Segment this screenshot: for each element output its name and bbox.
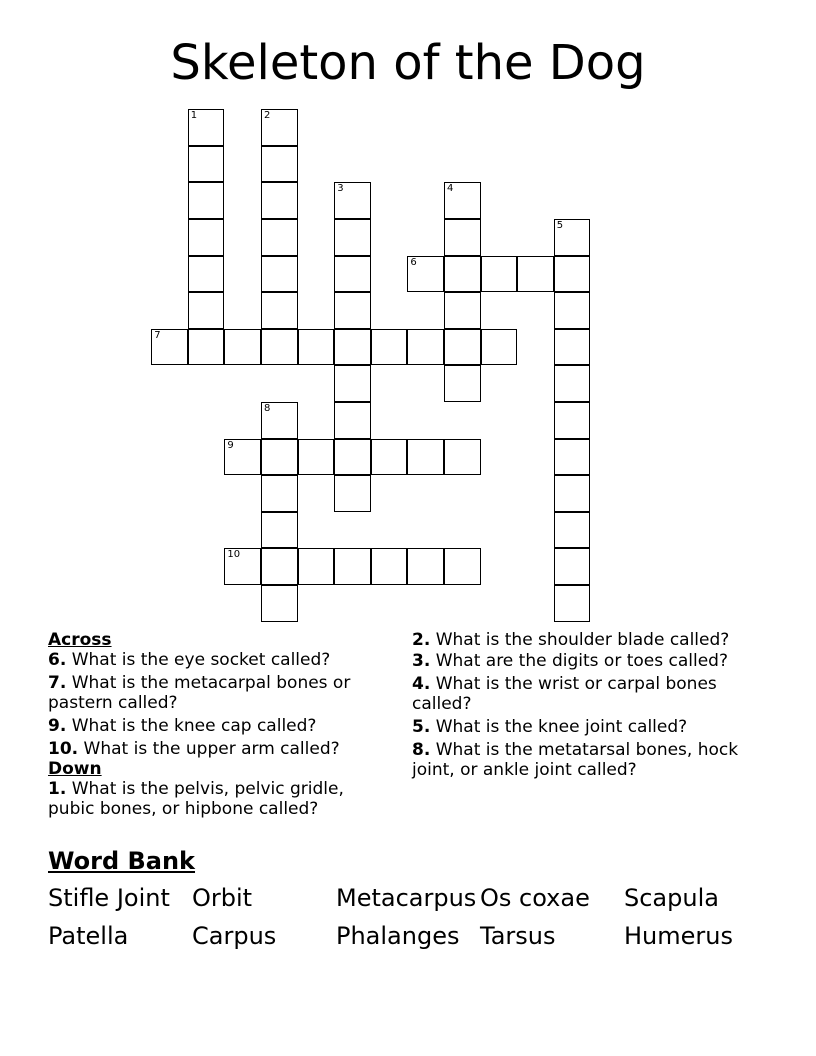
cell-number: 9: [227, 439, 234, 451]
clue-text: What is the pelvis, pelvic gridle, pubic bones, or hipbone called?: [48, 779, 344, 819]
crossword-cell[interactable]: [444, 548, 481, 585]
crossword-cell[interactable]: [554, 402, 591, 439]
crossword-cell[interactable]: [444, 439, 481, 476]
crossword-cell[interactable]: [224, 329, 261, 366]
crossword-cell[interactable]: [444, 365, 481, 402]
across-clue-7: [48, 673, 378, 713]
crossword-grid: [152, 110, 592, 624]
down-clue-8: [412, 740, 762, 780]
crossword-cell[interactable]: [224, 548, 261, 585]
crossword-cell[interactable]: [554, 329, 591, 366]
crossword-cell[interactable]: [554, 585, 591, 622]
across-clue-9: [48, 716, 378, 736]
cell-number: 6: [410, 256, 417, 268]
crossword-cell[interactable]: [334, 365, 371, 402]
crossword-cell[interactable]: [481, 329, 518, 366]
clue-number: 1.: [48, 779, 67, 799]
crossword-cell[interactable]: [334, 219, 371, 256]
clue-number: 8.: [412, 740, 431, 760]
crossword-cell[interactable]: [334, 475, 371, 512]
crossword-cell[interactable]: [261, 585, 298, 622]
clue-text: What is the metatarsal bones, hock joint, or ankle joint called?: [412, 740, 739, 780]
crossword-cell[interactable]: [554, 365, 591, 402]
across-clue-6: [48, 650, 378, 670]
clue-text: What is the metacarpal bones or pastern called?: [48, 673, 351, 713]
crossword-cell[interactable]: [444, 256, 481, 293]
clue-number: 6.: [48, 650, 67, 670]
crossword-cell[interactable]: [188, 219, 225, 256]
clue-text: What is the wrist or carpal bones called?: [412, 674, 717, 714]
word-bank-item: Orbit: [192, 884, 253, 912]
down-clue-4: [412, 674, 762, 714]
down-heading: Down: [48, 759, 102, 779]
clue-text: What is the knee cap called?: [71, 716, 317, 736]
crossword-cell[interactable]: [261, 512, 298, 549]
crossword-cell[interactable]: [334, 329, 371, 366]
crossword-cell[interactable]: [151, 329, 188, 366]
cell-number: 10: [227, 549, 241, 561]
word-bank-item: Scapula: [624, 884, 719, 912]
crossword-cell[interactable]: [444, 329, 481, 366]
crossword-cell[interactable]: [298, 548, 335, 585]
cell-number: 2: [264, 110, 271, 122]
word-bank-item: Metacarpus: [336, 884, 477, 912]
word-bank-item: Patella: [48, 922, 129, 950]
crossword-cell[interactable]: [261, 219, 298, 256]
clue-text: What is the knee joint called?: [435, 717, 688, 737]
down-clue-5: [412, 717, 762, 737]
across-heading: Across: [48, 630, 112, 650]
crossword-cell[interactable]: [554, 219, 591, 256]
word-bank-item: Carpus: [192, 922, 277, 950]
crossword-cell[interactable]: [261, 256, 298, 293]
cell-number: 8: [264, 403, 271, 414]
clues-right-column: [412, 630, 762, 783]
cell-number: 4: [447, 183, 454, 195]
crossword-cell[interactable]: [444, 219, 481, 256]
crossword-cell[interactable]: [261, 146, 298, 183]
crossword-cell[interactable]: [261, 109, 298, 146]
word-bank-item: Stifle Joint: [48, 884, 170, 912]
clues-left-column: [48, 630, 378, 822]
crossword-cell[interactable]: [261, 329, 298, 366]
across-clue-list: [48, 650, 378, 759]
crossword-cell[interactable]: [444, 182, 481, 219]
cell-number: 7: [154, 329, 161, 341]
down-clue-3: [412, 651, 762, 671]
word-bank-item: Os coxae: [480, 884, 590, 912]
crossword-cell[interactable]: [261, 548, 298, 585]
word-bank-item: Tarsus: [480, 922, 556, 950]
crossword-cell[interactable]: [261, 182, 298, 219]
crossword-cell[interactable]: [407, 256, 444, 293]
clue-number: 10.: [48, 739, 79, 759]
crossword-cell[interactable]: [188, 256, 225, 293]
clue-text: What are the digits or toes called?: [435, 651, 728, 671]
clue-number: 7.: [48, 673, 67, 693]
crossword-cell[interactable]: [554, 439, 591, 476]
crossword-cell[interactable]: [517, 256, 554, 293]
clue-number: 9.: [48, 716, 67, 736]
crossword-cell[interactable]: [554, 292, 591, 329]
crossword-cell[interactable]: [371, 548, 408, 585]
crossword-cell[interactable]: [334, 402, 371, 439]
crossword-cell[interactable]: [261, 475, 298, 512]
cell-number: 5: [556, 220, 564, 231]
crossword-cell[interactable]: [298, 439, 335, 476]
crossword-cell[interactable]: [371, 439, 408, 476]
crossword-cell[interactable]: [334, 439, 371, 476]
crossword-cell[interactable]: [371, 329, 408, 366]
cell-number: 1: [190, 110, 198, 122]
cell-number: 3: [337, 183, 344, 195]
crossword-cell[interactable]: [188, 329, 225, 366]
crossword-cell[interactable]: [554, 548, 591, 585]
crossword-cell[interactable]: [188, 146, 225, 183]
down-clue-2: [412, 630, 762, 650]
crossword-cell[interactable]: [481, 256, 518, 293]
crossword-cell[interactable]: [261, 402, 298, 439]
clue-text: What is the upper arm called?: [83, 739, 340, 759]
across-clue-10: [48, 739, 378, 759]
crossword-cell[interactable]: [554, 256, 591, 293]
crossword-cell[interactable]: [444, 292, 481, 329]
crossword-cell[interactable]: [407, 548, 444, 585]
clue-number: 3.: [412, 651, 431, 671]
crossword-cell[interactable]: [554, 512, 591, 549]
clue-text: What is the eye socket called?: [71, 650, 331, 670]
crossword-cell[interactable]: [261, 439, 298, 476]
crossword-cell[interactable]: [554, 475, 591, 512]
crossword-cell[interactable]: [188, 182, 225, 219]
clue-number: 4.: [412, 674, 431, 694]
word-bank-title: Word Bank: [48, 847, 196, 875]
crossword-cell[interactable]: [224, 439, 261, 476]
word-bank-item: Humerus: [624, 922, 733, 950]
crossword-cell[interactable]: [334, 182, 371, 219]
crossword-cell[interactable]: [188, 292, 225, 329]
crossword-cell[interactable]: [261, 292, 298, 329]
crossword-cell[interactable]: [334, 548, 371, 585]
crossword-cell[interactable]: [334, 256, 371, 293]
clue-text: What is the shoulder blade called?: [435, 630, 730, 650]
crossword-cell[interactable]: [334, 292, 371, 329]
crossword-cell[interactable]: [407, 439, 444, 476]
word-bank-item: Phalanges: [336, 922, 460, 950]
page-title: Skeleton of the Dog: [170, 35, 646, 91]
down-clue-1: [48, 779, 378, 819]
clue-number: 5.: [412, 717, 431, 737]
clue-number: 2.: [412, 630, 431, 650]
crossword-cell[interactable]: [188, 109, 225, 146]
crossword-cell[interactable]: [407, 329, 444, 366]
crossword-cell[interactable]: [298, 329, 335, 366]
